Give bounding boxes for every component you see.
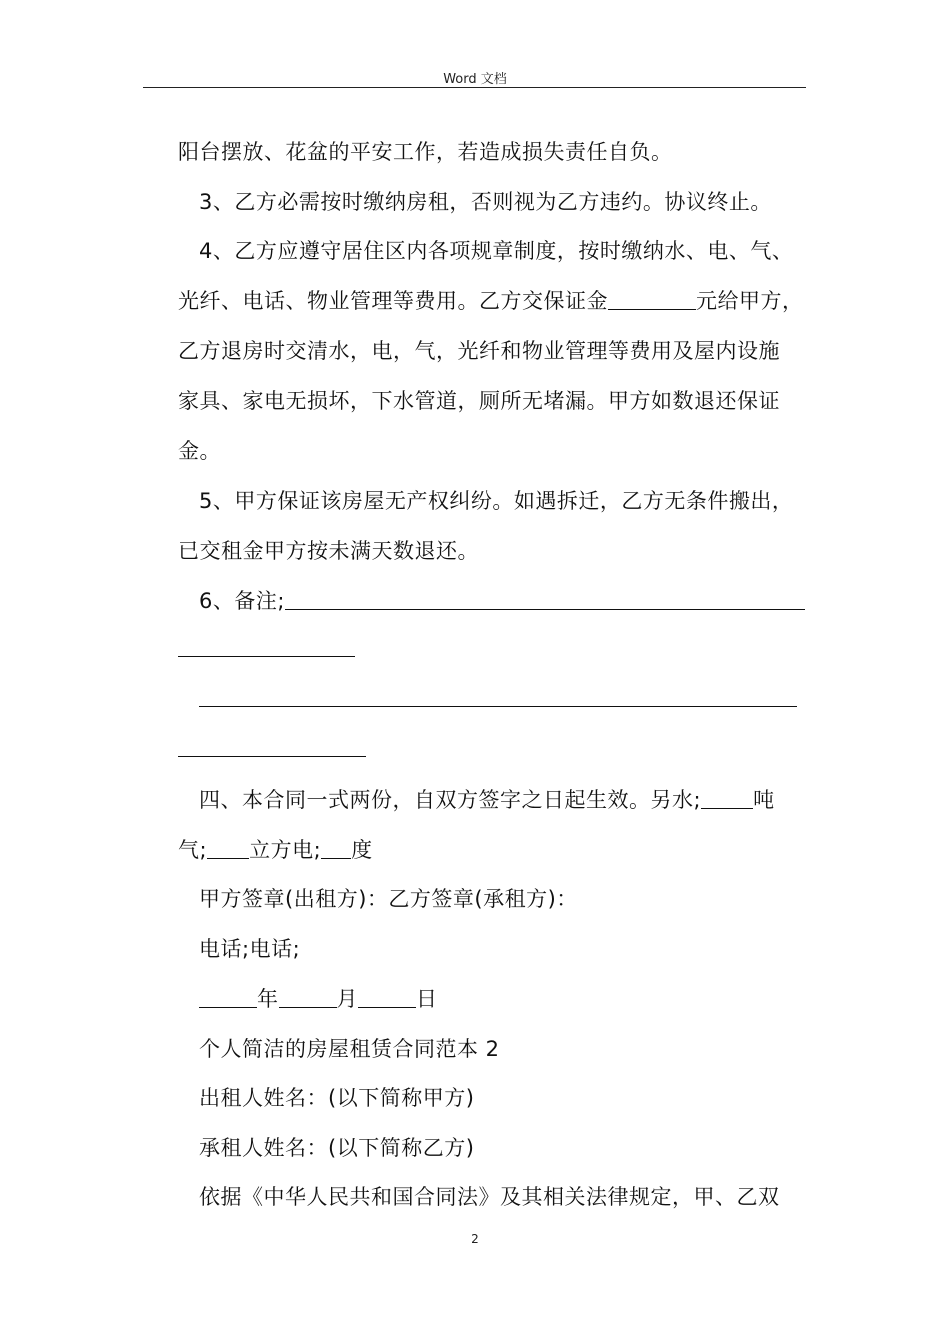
text-line: 4、乙方应遵守居住区内各项规章制度，按时缴纳水、电、气、 <box>199 239 794 263</box>
month-blank <box>279 987 337 1008</box>
text-segment: 日 <box>416 987 438 1011</box>
text-line: 5、甲方保证该房屋无产权纠纷。如遇拆迁，乙方无条件搬出， <box>199 489 794 513</box>
section-title: 个人简洁的房屋租赁合同范本 2 <box>199 1037 500 1061</box>
remarks-blank <box>178 736 366 757</box>
deposit-blank <box>608 289 696 310</box>
remarks-blank <box>285 589 805 610</box>
electricity-blank <box>321 838 351 859</box>
text-segment: 年 <box>257 987 279 1011</box>
header-divider <box>143 87 806 88</box>
text-segment: 吨 <box>753 788 775 812</box>
text-line: 承租人姓名：(以下简称乙方) <box>199 1136 475 1160</box>
text-segment: 月 <box>336 987 358 1011</box>
text-line: 已交租金甲方按未满天数退还。 <box>178 539 479 563</box>
text-segment: 气; <box>178 838 208 862</box>
water-blank <box>701 788 753 809</box>
text-line <box>178 836 373 864</box>
year-blank <box>199 987 257 1008</box>
text-line: 甲方签章(出租方)：乙方签章(承租方)： <box>199 887 578 911</box>
text-line <box>178 287 804 315</box>
text-line: 金。 <box>178 439 221 463</box>
text-segment: 光纤、电话、物业管理等费用。乙方交保证金 <box>178 289 608 313</box>
gas-blank <box>207 838 249 859</box>
page-number: 2 <box>471 1232 479 1246</box>
text-line: 3、乙方必需按时缴纳房租，否则视为乙方违约。协议终止。 <box>199 190 772 214</box>
text-line: 阳台摆放、花盆的平安工作，若造成损失责任自负。 <box>178 140 673 164</box>
text-segment: 度 <box>351 838 373 862</box>
text-segment: 四、本合同一式两份，自双方签字之日起生效。另水; <box>199 788 702 812</box>
day-blank <box>358 987 416 1008</box>
text-segment: 立方电; <box>249 838 322 862</box>
text-line <box>199 587 805 615</box>
remarks-blank <box>199 686 797 707</box>
text-line: 家具、家电无损坏，下水管道，厕所无堵漏。甲方如数退还保证 <box>178 389 780 413</box>
text-line: 乙方退房时交清水，电，气，光纤和物业管理等费用及屋内设施 <box>178 339 780 363</box>
blank-line <box>178 734 366 762</box>
text-segment: 6、备注; <box>199 589 285 613</box>
page-header: Word 文档 <box>443 72 507 87</box>
blank-line <box>178 634 355 662</box>
text-line <box>199 786 775 814</box>
remarks-blank <box>178 636 355 657</box>
blank-line <box>199 684 797 712</box>
text-line: 电话;电话; <box>199 937 301 961</box>
text-segment: 元给甲方， <box>696 289 804 313</box>
date-line <box>199 985 438 1013</box>
text-line: 依据《中华人民共和国合同法》及其相关法律规定，甲、乙双 <box>199 1185 780 1209</box>
text-line: 出租人姓名：(以下简称甲方) <box>199 1086 475 1110</box>
